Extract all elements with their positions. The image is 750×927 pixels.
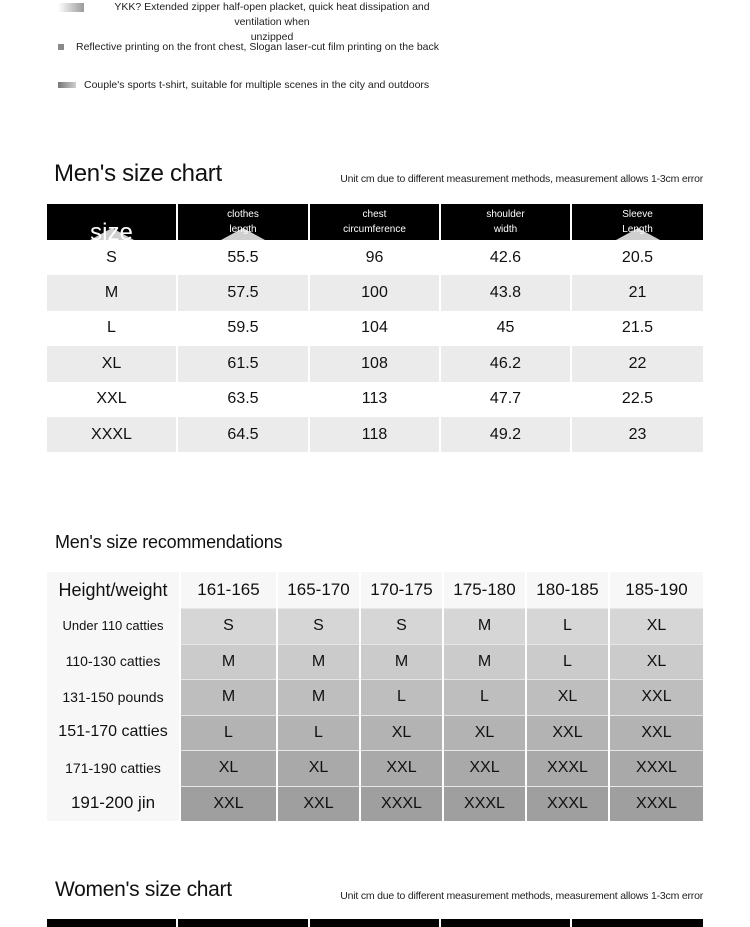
recommended-size-cell: M [361,644,442,680]
recommended-size-cell: L [181,715,276,751]
table-row [47,382,703,417]
recommended-size-cell: XXL [278,786,359,822]
recommended-size-cell: XXL [444,750,525,786]
feature-item [58,78,429,93]
cell-chest-circumference: 108 [310,346,439,381]
cell-size: L [107,319,116,337]
recommended-size-cell: XXL [361,750,442,786]
header-size: size [47,204,176,240]
womens-chart-title: Women's size chart [55,878,232,901]
recommendation-row [47,786,703,822]
height-column-header: 170-175 [361,572,442,608]
feature-text: Reflective printing on the front chest, Slogan laser-cut film printing on the back [76,41,440,53]
recommended-size-cell: M [278,644,359,680]
recommended-size-cell: S [361,608,442,644]
feature-item [58,0,452,45]
table-header-row [47,204,703,246]
recommended-size-cell: XL [181,750,276,786]
womens-table-header-strip [47,919,703,927]
cell-clothes-length: 59.5 [227,319,259,337]
cell-chest-circumference: 118 [310,417,439,452]
recommended-size-cell: L [278,715,359,751]
cell-sleeve-length: 22 [572,346,703,381]
feature-item [58,40,439,55]
cell-chest-circumference: 100 [310,275,439,310]
recommended-size-cell: XL [527,679,608,715]
recommended-size-cell: M [444,644,525,680]
feature-text: Couple's sports t-shirt, suitable for multiple scenes in the city and outdoors [84,79,430,91]
recommended-size-cell: XXXL [610,786,703,822]
recommended-size-cell: M [181,679,276,715]
recommended-size-cell: XXL [181,786,276,822]
feature-text: YKK? Extended zipper half-open placket, quick heat dissipation and ventilation when [114,1,430,28]
size-recommendation-table [47,572,703,821]
recommended-size-cell: L [527,644,608,680]
weight-label: 110-130 catties [47,644,179,680]
header-shoulder-width: shoulder width [441,204,570,240]
header-clothes-length: clothes length [178,204,308,240]
recommendation-row [47,644,703,680]
recommended-size-cell: M [444,608,525,644]
corner-label: Height/weight [47,572,179,608]
recommended-size-cell: XXXL [527,786,608,822]
recommended-size-cell: XL [444,715,525,751]
mens-chart-title: Men's size chart [54,160,222,187]
weight-label: 171-190 catties [47,750,179,786]
cell-size: XL [47,346,176,381]
weight-label: 191-200 jin [47,786,179,822]
cell-clothes-length: 57.5 [178,275,308,310]
mens-unit-note: Unit cm due to different measurement methods, measurement allows 1-3cm error [340,173,703,185]
height-column-header: 185-190 [610,572,703,608]
cell-size: XXL [96,390,127,408]
weight-label: 131-150 pounds [47,679,179,715]
recommendation-row [47,715,703,751]
recommended-size-cell: XXXL [610,750,703,786]
cell-chest-circumference: 96 [365,248,384,266]
table-row [47,240,703,275]
height-column-header: 161-165 [181,572,276,608]
recommended-size-cell: XXL [527,715,608,751]
recommended-size-cell: XXL [610,715,703,751]
cell-clothes-length: 63.5 [227,390,259,408]
weight-label: Under 110 catties [47,608,179,644]
recommended-size-cell: XL [278,750,359,786]
mens-size-table-body [47,240,703,452]
height-column-header: 180-185 [527,572,608,608]
recommended-size-cell: L [527,608,608,644]
cell-shoulder-width: 43.8 [441,275,570,310]
feature-text-continued: unzipped [250,31,294,43]
recommendation-header-row [47,572,703,608]
recommended-size-cell: M [181,644,276,680]
cell-size: S [106,248,117,266]
recommended-size-cell: L [444,679,525,715]
recommended-size-cell: S [181,608,276,644]
cell-clothes-length: 64.5 [178,417,308,452]
bullet-icon [58,44,64,50]
recommended-size-cell: XL [610,608,703,644]
recommended-size-cell: XL [361,715,442,751]
cell-size: XXXL [47,417,176,452]
cell-sleeve-length: 23 [572,417,703,452]
cell-shoulder-width: 46.2 [441,346,570,381]
header-sleeve-length: Sleeve Length [572,204,703,240]
height-column-header: 165-170 [278,572,359,608]
recommended-size-cell: XXXL [527,750,608,786]
cell-sleeve-length: 22.5 [621,390,654,408]
height-column-header: 175-180 [444,572,525,608]
cell-chest-circumference: 104 [361,319,388,337]
recommended-size-cell: XXXL [361,786,442,822]
cell-shoulder-width: 42.6 [489,248,522,266]
womens-unit-note: Unit cm due to different measurement methods, measurement allows 1-3cm error [340,890,703,902]
cell-shoulder-width: 47.7 [489,390,522,408]
weight-label: 151-170 catties [47,715,179,751]
cell-sleeve-length: 20.5 [621,248,654,266]
recommended-size-cell: XL [610,644,703,680]
recommendation-row [47,608,703,644]
cell-clothes-length: 55.5 [227,248,259,266]
table-row [47,417,703,452]
cell-clothes-length: 61.5 [178,346,308,381]
cell-shoulder-width: 45 [496,319,515,337]
recommended-size-cell: S [278,608,359,644]
cell-chest-circumference: 113 [361,390,388,408]
cell-sleeve-length: 21.5 [621,319,654,337]
bullet-icon [58,82,76,88]
recommended-size-cell: XXXL [444,786,525,822]
table-row [47,275,703,310]
cell-sleeve-length: 21 [572,275,703,310]
table-row [47,346,703,381]
recommended-size-cell: M [278,679,359,715]
cell-size: M [47,275,176,310]
recommendation-row [47,679,703,715]
table-row [47,311,703,346]
header-chest-circumference: chest circumference [310,204,439,240]
cell-shoulder-width: 49.2 [441,417,570,452]
recommendations-title: Men's size recommendations [55,532,283,552]
recommendation-row [47,750,703,786]
recommended-size-cell: L [361,679,442,715]
bullet-icon [58,3,84,12]
mens-size-table [47,204,703,452]
recommended-size-cell: XXL [610,679,703,715]
